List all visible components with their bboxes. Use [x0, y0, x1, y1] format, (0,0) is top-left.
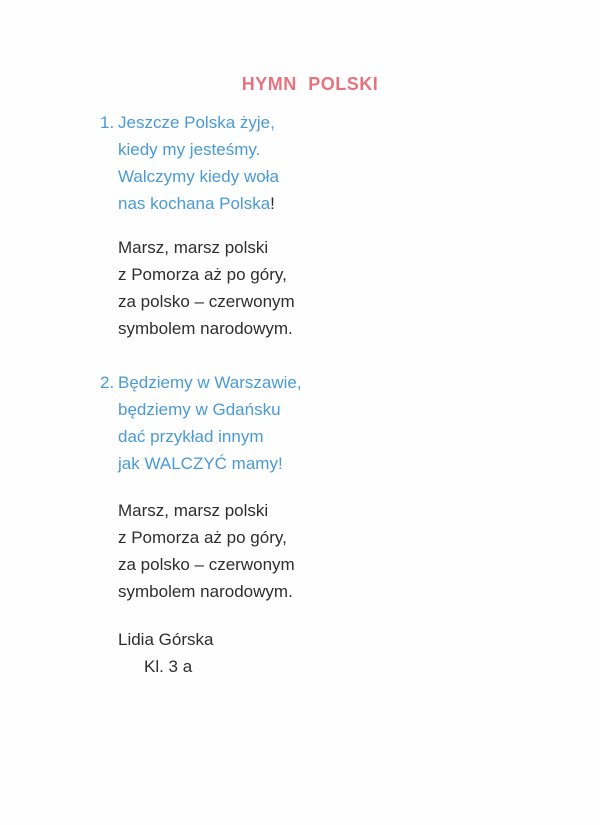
- refrain-line: za polsko – czerwonym: [118, 292, 295, 311]
- exclamation-mark: !: [270, 194, 275, 213]
- stanza-line: Walczymy kiedy woła: [118, 167, 279, 186]
- refrain-line: symbolem narodowym.: [118, 319, 293, 338]
- class-label: Kl. 3 a: [144, 657, 193, 676]
- refrain-line: Marsz, marsz polski: [118, 501, 269, 520]
- refrain-line-text: symbolem narodowym: [118, 582, 289, 601]
- stanza-line: Będziemy w Warszawie,: [118, 373, 302, 392]
- stanza-line: jak WALCZYĆ mamy!: [118, 454, 283, 473]
- stanza-line: dać przykład innym: [118, 427, 264, 446]
- stanza-1: [100, 109, 279, 217]
- stanza-line-text: nas kochana Polska: [118, 194, 271, 213]
- refrain-1: [118, 234, 295, 342]
- page-title: HYMN POLSKI: [241, 74, 379, 94]
- period-mark: .: [288, 582, 293, 601]
- stanza-line: będziemy w Gdańsku: [118, 400, 281, 419]
- stanza-line-last: [118, 190, 279, 217]
- refrain-line: z Pomorza aż po góry,: [118, 265, 287, 284]
- stanza-line: Jeszcze Polska żyje,: [118, 113, 275, 132]
- refrain-line-last: [118, 578, 295, 605]
- refrain-2: [118, 497, 295, 605]
- author-name: Lidia Górska: [118, 630, 214, 649]
- stanza-number: 2.: [100, 373, 115, 392]
- stanza-line: kiedy my jesteśmy.: [118, 140, 261, 159]
- signature: [118, 626, 213, 680]
- stanza-2: [100, 369, 302, 477]
- stanza-number: 1.: [100, 113, 115, 132]
- refrain-line: Marsz, marsz polski: [118, 238, 269, 257]
- refrain-line: za polsko – czerwonym: [118, 555, 295, 574]
- refrain-line: z Pomorza aż po góry,: [118, 528, 287, 547]
